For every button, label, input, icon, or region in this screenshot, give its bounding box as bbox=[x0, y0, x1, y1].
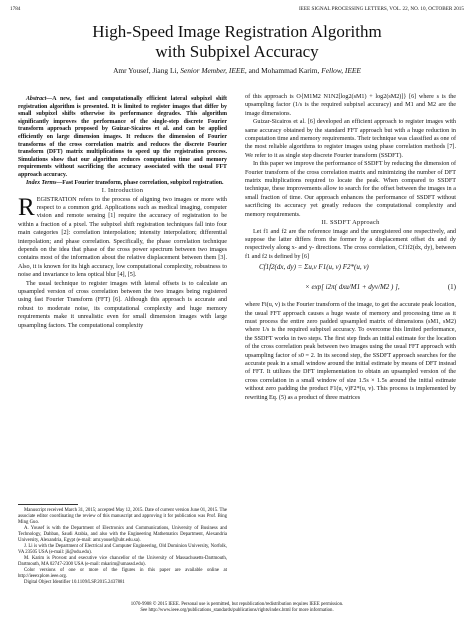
author-names-2: , and Mohammad Karim, bbox=[244, 66, 322, 75]
right-paragraph-5: where Fi(u, v) is the Fourier transform of the image, to get the accurate peak location, the usual FFT approach causes a huge waste of memory and processing time as it must process the entire zero padded upsampled matrix of dimensions (sM1, sM2) where 1/s is the required subpixel accuracy. To overcome this limited performance, the SSDFT works in two steps. The first step finds an initial estimate for the location of the cross correlation peak between two images using the usual FFT approach with upsampling factor of s0 = 2. In its second step, the SSDFT approach searches for the accurate peak in a small window around the initial estimate by means of DFT instead of FFT. It utilizes the DFT implementation to obtain an upsampled version of the cross correlation in a small window of size 1.5s × 1.5s around the initial estimate without zero padding the product F1(u, v)F2*(u, v). This process is implemented by rewriting Eq. (5) as a product of three matrices bbox=[245, 302, 456, 401]
right-paragraph-3: In this paper we improve the performance of SSDFT by reducing the dimension of Fourier transform of the cross correlation matrix and minimizing the number of DFT matrix multiplications required to locate the peak. When compared to SSDFT technique, these improvements allow to search for the offset between the images in a small fraction of time. Our approach enhances the performance of SSDFT without sacrificing its accuracy yet greatly reduces the computational complexity and memory requirements. bbox=[245, 161, 456, 218]
running-header bbox=[10, 6, 464, 14]
drop-cap: R bbox=[18, 193, 35, 221]
page-number: 1784 bbox=[10, 6, 21, 12]
right-column bbox=[245, 93, 456, 402]
footnote-doi: Digital Object Identifier 10.1109/LSP.2015.2437881 bbox=[24, 580, 125, 585]
intro-paragraph-1-text: EGISTRATION refers to the process of aligning two images or more with respect to a common grid. Applications such as medical imaging, computer vision and remote sensing [1] require the accuracy of registration to be within a fraction of a pixel. The subpixel shift registration techniques fall into four main categories [2]: correlation interpolation; intensity interpolation; differential interpolation; and phase correlation. Specifically, the phase correlation technique depends on the idea that phase of the cross power spectrum between two images contains most of the information about the relative displacement between them [3]. Also, it is known for its high accuracy, low computational complexity, robustness to noise and invariance to lens optical blur [4], [5]. bbox=[18, 196, 227, 279]
abstract-text: —A new, fast and computationally efficient lateral subpixel shift registration algorithm is presented. It is limited to register images that differ by small subpixel shifts otherwise its performance degrades. This algorithm significantly improves the performance of the single-step discrete Fourier transform approach proposed by Guizar-Sicairos et al. and can be applied efficiently on large dimension images. It reduces the dimension of Fourier transforms of the cross correlation matrix and reduces the discrete Fourier transform (DFT) matrix multiplications to speed up the registration process. Simulations show that our algorithm reduces computation time and memory requirements without sacrificing the accuracy associated with the usual FFT approach accuracy. bbox=[18, 96, 227, 178]
right-paragraph-1: of this approach is O{M1M2 N1N2[log2(sM1) + log2(sM2)]} [6] where s is the upsampling factor (1/s is the required subpixel accuracy) and M1 and M2 are the image dimensions. bbox=[245, 94, 456, 117]
equation-1 bbox=[245, 261, 456, 301]
author-list bbox=[0, 66, 474, 75]
footnote-author-2: J. Li is with the Department of Electrical and Computer Engineering, Old Dominion University, Norfolk, VA 23505 USA (e-mail: jli@odu.edu). bbox=[18, 544, 227, 555]
copyright-footer bbox=[0, 602, 474, 614]
footnote-color: Color versions of one or more of the figures in this paper are available online at http://ieeexplore.ieee.org. bbox=[18, 568, 227, 579]
title-line-2: with Subpixel Accuracy bbox=[155, 42, 319, 61]
right-paragraph-4: Let f1 and f2 are the reference image and the unregistered one respectively, and suppose the latter differs from the former by a displacement offset dx and dy respectively along x- and y- directions. The cross correlation, Cf1f2(dx, dy), between f1 and f2 is defined by [6] bbox=[245, 228, 456, 260]
index-terms-label: Index Terms bbox=[26, 179, 57, 186]
right-paragraph-2: Guizar-Sicairos et al. [6] developed an efficient approach to register images with same accuracy obtained by the standard FFT approach but with a huge reduction in computation time and memory requirements. Their technique was classified as one of the most reliable algorithms to register images using phase correlation methods [7]. We refer to it as single step discrete Fourier transform (SSDFT). bbox=[245, 119, 456, 159]
equation-number: (1) bbox=[447, 283, 456, 292]
footnote-author-3: M. Karim is Provost and executive vice chancellor of the University of Massachusetts-Dartmouth, Dartmouth, MA 02747-2300 USA (e-mail: mkarim@umassd.edu). bbox=[18, 556, 227, 567]
footnotes bbox=[18, 504, 227, 586]
copyright-line-2: See http://www.ieee.org/publications_standards/publications/rights/index.html for more information. bbox=[140, 608, 334, 613]
abstract-label: Abstract bbox=[26, 96, 47, 102]
author-role-2: Fellow, IEEE bbox=[321, 66, 361, 75]
left-column bbox=[18, 96, 227, 330]
author-names-1: Amr Yousef, Jiang Li, bbox=[113, 66, 181, 75]
copyright-line-1: 1070-9908 © 2015 IEEE. Personal use is permitted, but republication/redistribution requires IEEE permission. bbox=[130, 602, 344, 607]
abstract bbox=[18, 96, 227, 180]
journal-header: IEEE SIGNAL PROCESSING LETTERS, VOL. 22, NO. 10, OCTOBER 2015 bbox=[298, 6, 464, 12]
footnote-rule bbox=[18, 504, 78, 505]
index-terms bbox=[18, 180, 227, 188]
author-role-1: Senior Member, IEEE bbox=[180, 66, 245, 75]
equation-rhs: × exp[ i2π( dxu/M1 + dyv/M2 ) ], bbox=[305, 283, 400, 292]
title-line-1: High-Speed Image Registration Algorithm bbox=[92, 22, 382, 41]
intro-paragraph-1 bbox=[18, 193, 227, 280]
section-2-heading: II. SSDFT Approach bbox=[321, 219, 380, 227]
section-1-heading: I. Introduction bbox=[101, 187, 144, 195]
equation-lhs: Cf1f2(dx, dy) = Σu,v F1(u, v) F2*(u, v) bbox=[259, 263, 369, 272]
index-terms-text: —Fast Fourier transform, phase correlation, subpixel registration. bbox=[56, 179, 224, 186]
footnote-author-1: A. Yousef is with the Department of Electronics and Communications, University of Business and Technology, Dahban, Saudi Arabia, and also with the Engineering Mathematics Department, Alexandria University, Alexandria, Egypt (e-mail: amr.yousef@ubt.edu.sa). bbox=[18, 526, 227, 543]
intro-paragraph-2: The usual technique to register images with lateral offsets is to calculate an upsampled version of cross correlation between the two images being registered using fast Fourier Transform (FFT) [6]. Although this approach is accurate and robust to moderate noise, its computational complexity and huge memory requirements make it unrealistic even for small dimension images with large upsampling factors. The computational complexity bbox=[18, 280, 227, 329]
paper-title bbox=[0, 22, 474, 62]
footnote-manuscript: Manuscript received March 31, 2015; accepted May 12, 2015. Date of current version June 01, 2015. The associate editor coordinating the review of this manuscript and approving it for publication was Prof. Bing Ming Guo. bbox=[18, 508, 227, 525]
